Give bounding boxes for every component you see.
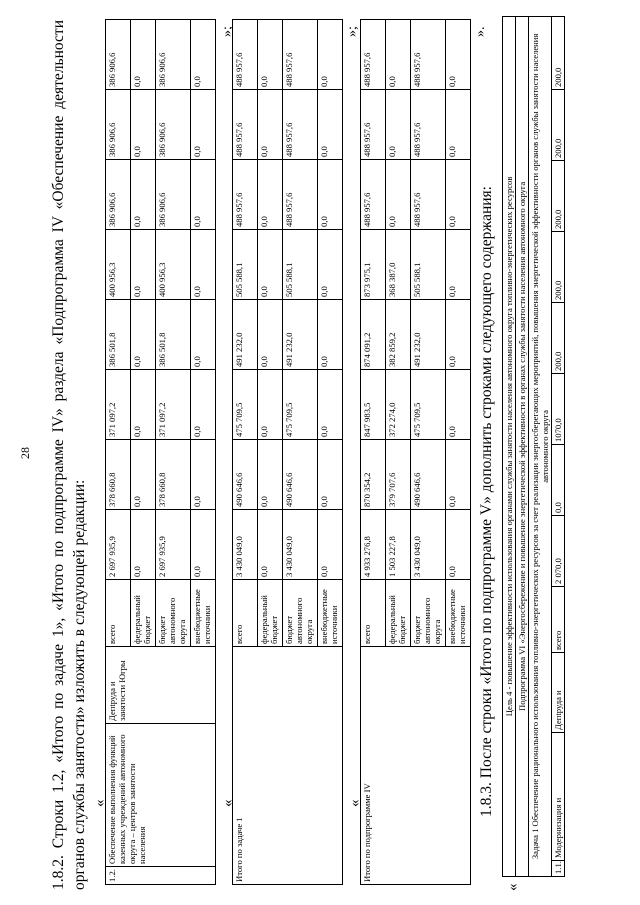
value-cell: 488 957,6 bbox=[361, 20, 386, 90]
value-cell: 1070,0 bbox=[552, 374, 565, 445]
total-subprogram-4-label: Итого по подпрограмме IV bbox=[361, 647, 471, 885]
value-cell: 0,0 bbox=[318, 160, 343, 230]
value-cell: 488 957,6 bbox=[233, 160, 258, 230]
value-cell: 488 957,6 bbox=[361, 90, 386, 160]
value-cell: 491 232,0 bbox=[233, 300, 258, 370]
subprogram-row: Подпрограмма VI «Энергосбережение и повышение энергетической эффективности в органах службы занятости населения автономного округа bbox=[516, 16, 529, 876]
value-cell: 490 646,6 bbox=[411, 440, 446, 510]
source-label: всего bbox=[361, 580, 386, 647]
value-cell: 488 957,6 bbox=[283, 160, 318, 230]
value-cell: 371 097,2 bbox=[106, 370, 131, 440]
value-cell: 847 983,5 bbox=[361, 370, 386, 440]
value-cell: 0,0 bbox=[446, 230, 471, 300]
value-cell: 0,0 bbox=[386, 90, 411, 160]
value-cell: 0,0 bbox=[258, 300, 283, 370]
source-label: бюджет автономного округа bbox=[156, 580, 191, 647]
value-cell: 0,0 bbox=[131, 20, 156, 90]
value-cell: 0,0 bbox=[258, 160, 283, 230]
row-name: Модернизация и bbox=[552, 733, 565, 861]
value-cell: 874 091,2 bbox=[361, 300, 386, 370]
value-cell: 200,0 bbox=[552, 161, 565, 232]
value-cell: 0,0 bbox=[191, 230, 216, 300]
value-cell: 0,0 bbox=[191, 20, 216, 90]
value-cell: 488 957,6 bbox=[411, 90, 446, 160]
value-cell: 0,0 bbox=[258, 370, 283, 440]
value-cell: 0,0 bbox=[318, 20, 343, 90]
table-subprogram-6 bbox=[502, 16, 565, 877]
goal-row: Цель 4 - повышение эффективности использования органами службы занятости населения автономного округа топливно-энергетических ресурсов bbox=[503, 16, 516, 876]
value-cell: 0,0 bbox=[318, 440, 343, 510]
source-label: внебюджетные источники bbox=[191, 580, 216, 647]
value-cell: 0,0 bbox=[131, 160, 156, 230]
source-label: всего bbox=[552, 587, 565, 653]
total-task-1-label: Итого по задаче 1 bbox=[233, 647, 343, 885]
value-cell: 0,0 bbox=[191, 440, 216, 510]
value-cell: 378 660,8 bbox=[106, 440, 131, 510]
value-cell: 491 232,0 bbox=[283, 300, 318, 370]
value-cell: 0,0 bbox=[318, 90, 343, 160]
open-quote-2: « bbox=[220, 799, 236, 807]
value-cell: 0,0 bbox=[191, 370, 216, 440]
open-quote-1: « bbox=[92, 799, 108, 807]
value-cell: 0,0 bbox=[446, 300, 471, 370]
value-cell: 4 933 276,8 bbox=[361, 510, 386, 580]
value-cell: 488 957,6 bbox=[361, 160, 386, 230]
source-label: всего bbox=[233, 580, 258, 647]
value-cell: 386 906,6 bbox=[156, 90, 191, 160]
source-label: федеральный бюджет bbox=[258, 580, 283, 647]
value-cell: 505 588,1 bbox=[283, 230, 318, 300]
value-cell: 0,0 bbox=[258, 90, 283, 160]
open-quote-4: « bbox=[505, 883, 521, 891]
close-quote-1: »; bbox=[220, 26, 235, 37]
value-cell: 386 906,6 bbox=[106, 20, 131, 90]
value-cell: 0,0 bbox=[191, 510, 216, 580]
source-label: внебюджетные источники bbox=[446, 580, 471, 647]
table-total-subprogram-4 bbox=[360, 19, 471, 885]
value-cell: 488 957,6 bbox=[233, 20, 258, 90]
value-cell: 491 232,0 bbox=[411, 300, 446, 370]
value-cell: 386 906,6 bbox=[106, 90, 131, 160]
value-cell: 2 697 935,9 bbox=[106, 510, 131, 580]
value-cell: 378 660,8 bbox=[156, 440, 191, 510]
value-cell: 0,0 bbox=[446, 370, 471, 440]
value-cell: 0,0 bbox=[258, 20, 283, 90]
value-cell: 382 859,2 bbox=[386, 300, 411, 370]
value-cell: 0,0 bbox=[258, 230, 283, 300]
value-cell: 400 956,3 bbox=[106, 230, 131, 300]
source-label: внебюджетные источники bbox=[318, 580, 343, 647]
value-cell: 379 707,6 bbox=[386, 440, 411, 510]
value-cell: 0,0 bbox=[552, 445, 565, 516]
row-name: Обеспечение выполнения функций казенных учреждений автономного округа – центров занятости населения bbox=[106, 724, 216, 867]
value-cell: 0,0 bbox=[131, 90, 156, 160]
value-cell: 0,0 bbox=[258, 510, 283, 580]
value-cell: 0,0 bbox=[318, 230, 343, 300]
value-cell: 386 906,6 bbox=[106, 160, 131, 230]
section-1-8-3-heading: 1.8.3. После строки «Итого по подпрограмме V» дополнить строками следующего содержания: bbox=[478, 186, 495, 817]
source-label: федеральный бюджет bbox=[131, 580, 156, 647]
value-cell: 0,0 bbox=[131, 300, 156, 370]
value-cell: 488 957,6 bbox=[411, 160, 446, 230]
close-quote-2: »; bbox=[345, 26, 360, 37]
value-cell: 870 354,2 bbox=[361, 440, 386, 510]
value-cell: 0,0 bbox=[258, 440, 283, 510]
value-cell: 0,0 bbox=[318, 300, 343, 370]
section-1-8-2-heading: 1.8.2. Строки 1.2, «Итого по задаче 1», «Итого по подпрограмме IV» раздела «Подпрограмма IV «Обеспечение деятельности органов службы занятости» изложить в следующей редакции: bbox=[50, 20, 88, 890]
row-executor: Депtруда и занятости Югры bbox=[106, 647, 216, 724]
value-cell: 475 709,5 bbox=[233, 370, 258, 440]
value-cell: 0,0 bbox=[191, 300, 216, 370]
row-number: 1.2. bbox=[106, 867, 216, 885]
value-cell: 0,0 bbox=[318, 510, 343, 580]
value-cell: 2 070,0 bbox=[552, 516, 565, 587]
value-cell: 490 646,6 bbox=[283, 440, 318, 510]
value-cell: 0,0 bbox=[131, 230, 156, 300]
value-cell: 386 501,8 bbox=[106, 300, 131, 370]
source-label: федеральный бюджет bbox=[386, 580, 411, 647]
value-cell: 1 503 227,8 bbox=[386, 510, 411, 580]
value-cell: 200,0 bbox=[552, 232, 565, 303]
value-cell: 400 956,3 bbox=[156, 230, 191, 300]
value-cell: 0,0 bbox=[386, 20, 411, 90]
value-cell: 3 430 049,0 bbox=[283, 510, 318, 580]
table-row-1-2 bbox=[105, 19, 216, 885]
value-cell: 488 957,6 bbox=[283, 90, 318, 160]
row-number: 1.1. bbox=[552, 861, 565, 877]
value-cell: 0,0 bbox=[131, 510, 156, 580]
open-quote-3: « bbox=[347, 799, 363, 807]
value-cell: 371 097,2 bbox=[156, 370, 191, 440]
row-executor: Депtруда и bbox=[552, 653, 565, 733]
value-cell: 3 430 049,0 bbox=[411, 510, 446, 580]
value-cell: 0,0 bbox=[446, 160, 471, 230]
value-cell: 505 588,1 bbox=[411, 230, 446, 300]
value-cell: 873 975,1 bbox=[361, 230, 386, 300]
value-cell: 490 646,6 bbox=[233, 440, 258, 510]
value-cell: 505 588,1 bbox=[233, 230, 258, 300]
page-number: 28 bbox=[18, 447, 32, 459]
value-cell: 0,0 bbox=[318, 370, 343, 440]
source-label: бюджет автономного округа bbox=[411, 580, 446, 647]
value-cell: 0,0 bbox=[446, 20, 471, 90]
value-cell: 2 697 935,9 bbox=[156, 510, 191, 580]
value-cell: 475 709,5 bbox=[411, 370, 446, 440]
value-cell: 386 906,6 bbox=[156, 20, 191, 90]
value-cell: 372 274,0 bbox=[386, 370, 411, 440]
value-cell: 0,0 bbox=[446, 510, 471, 580]
value-cell: 0,0 bbox=[131, 440, 156, 510]
value-cell: 0,0 bbox=[191, 160, 216, 230]
value-cell: 200,0 bbox=[552, 303, 565, 374]
value-cell: 3 430 049,0 bbox=[233, 510, 258, 580]
value-cell: 200,0 bbox=[552, 16, 565, 89]
value-cell: 200,0 bbox=[552, 90, 565, 161]
value-cell: 0,0 bbox=[446, 90, 471, 160]
value-cell: 0,0 bbox=[191, 90, 216, 160]
source-label: всего bbox=[106, 580, 131, 647]
close-quote-3: ». bbox=[473, 26, 488, 37]
value-cell: 475 709,5 bbox=[283, 370, 318, 440]
value-cell: 0,0 bbox=[446, 440, 471, 510]
value-cell: 368 387,0 bbox=[386, 230, 411, 300]
source-label: бюджет автономного округа bbox=[283, 580, 318, 647]
value-cell: 386 501,8 bbox=[156, 300, 191, 370]
task-row: Задача 1 Обеспечение рационального использования топливно-энергетических ресурсов за счет реализации энергосберегающих мероприятий, повышения энергетической эффективности органов службы занятости населения автономного округа bbox=[529, 16, 552, 876]
value-cell: 488 957,6 bbox=[283, 20, 318, 90]
value-cell: 0,0 bbox=[386, 160, 411, 230]
value-cell: 488 957,6 bbox=[411, 20, 446, 90]
value-cell: 488 957,6 bbox=[233, 90, 258, 160]
table-total-task-1 bbox=[232, 19, 343, 885]
value-cell: 0,0 bbox=[131, 370, 156, 440]
value-cell: 386 906,6 bbox=[156, 160, 191, 230]
